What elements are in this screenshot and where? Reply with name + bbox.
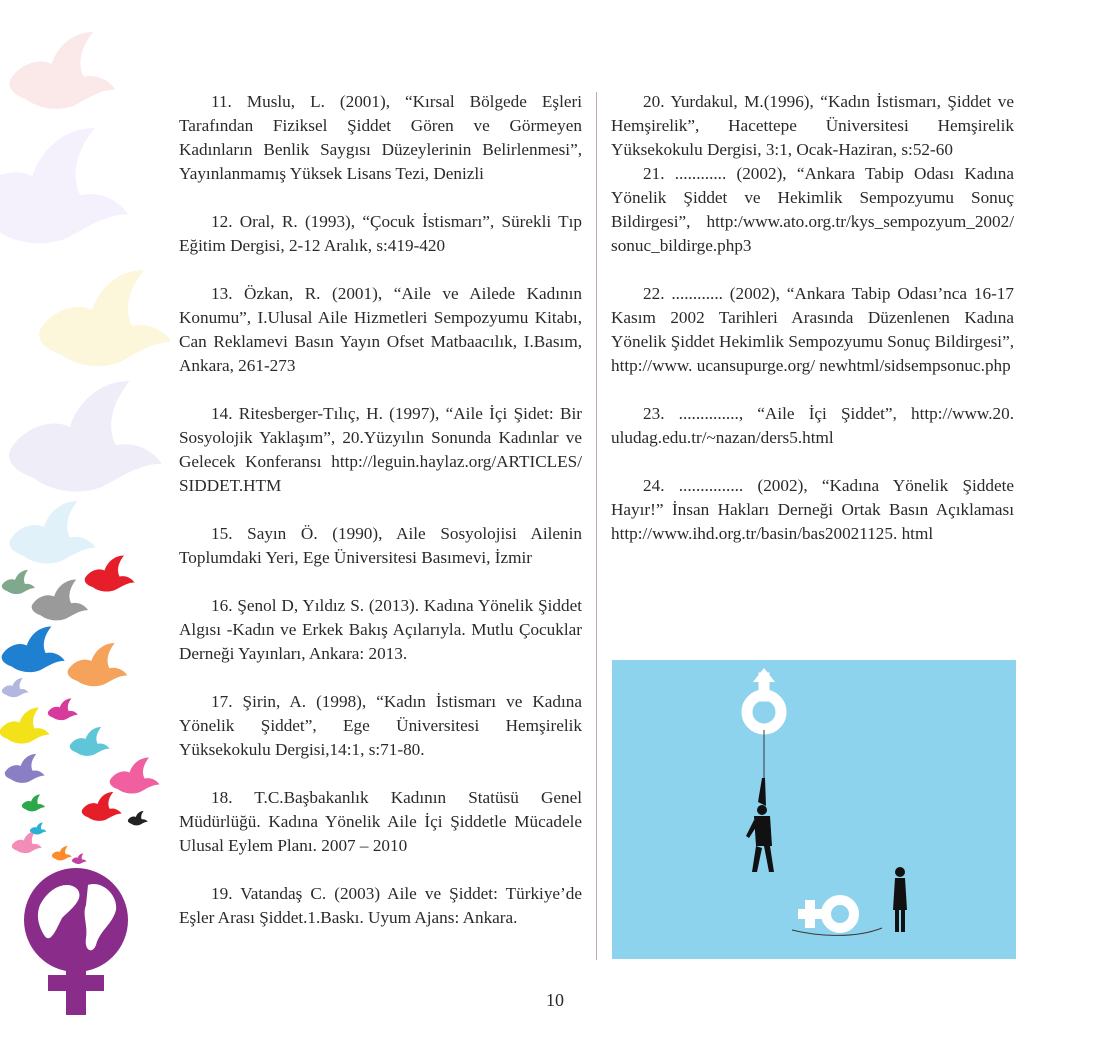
dove-icon xyxy=(12,832,42,854)
dove-icon xyxy=(9,381,162,492)
dove-decoration xyxy=(0,0,170,1054)
dove-icon xyxy=(2,570,35,594)
dove-icon xyxy=(32,580,88,621)
dove-icon xyxy=(0,708,49,744)
dove-icon xyxy=(52,846,72,860)
dove-icon xyxy=(0,128,128,243)
dove-icon xyxy=(30,823,47,835)
reference-entry: 17. Şirin, A. (1998), “Kadın İstismarı ve Kadına Yönelik Şiddet”, Ege Üniversitesi Hemşirelik Yüksekokulu Dergisi,14:1, s:71-80. xyxy=(179,692,582,759)
dove-icon xyxy=(72,853,87,864)
dove-icon xyxy=(9,501,95,564)
dove-icon xyxy=(128,811,148,825)
dove-icon xyxy=(2,678,29,697)
dove-icon xyxy=(48,699,78,721)
column-divider xyxy=(596,92,597,960)
female-symbol-icon xyxy=(798,900,854,928)
reference-entry: 20. Yurdakul, M.(1996), “Kadın İstismarı, Şiddet ve Hemşirelik”, Hacettepe Üniversitesi Hemşirelik Yüksekokulu Dergisi, 3:1, Ocak-Haziran, s:52-60 xyxy=(611,92,1014,159)
dove-icon xyxy=(39,270,170,366)
hanging-man-figure xyxy=(746,778,774,872)
reference-entry: 12. Oral, R. (1993), “Çocuk İstismarı”, Sürekli Tıp Eğitim Dergisi, 2-12 Aralık, s:419-420 xyxy=(179,212,582,255)
reference-entry: 19. Vatandaş C. (2003) Aile ve Şiddet: Türkiye’de Eşler Arası Şiddet.1.Baskı. Uyum Ajans: Ankara. xyxy=(179,884,582,927)
reference-entry: 21. ............ (2002), “Ankara Tabip Odası Kadına Yönelik Şiddet ve Hekimlik Sempozyumu Sonuç Bildirgesi”, http:/www.ato.org.tr/kys_sempozyum_2002/ sonuc_bildirge.php3 xyxy=(611,164,1014,255)
dove-icon xyxy=(70,727,110,756)
dove-icon xyxy=(2,627,65,673)
reference-entry: 24. ............... (2002), “Kadına Yönelik Şiddete Hayır!” İnsan Hakları Derneği Ortak Basın Açıklaması http://www.ihd.org.tr/basin/bas20021125. html xyxy=(611,476,1014,543)
dove-icon xyxy=(110,758,160,794)
reference-entry: 22. ............ (2002), “Ankara Tabip Odası’nca 16-17 Kasım 2002 Tarihleri Arasında Düzenlenen Kadına Yönelik Şiddet Hekimlik Sempozyumu Sonuç Bildirgesi”, http://www. ucansupurge.org/ newhtml/sidsempsonuc.php xyxy=(611,284,1014,375)
reference-entry: 16. Şenol D, Yıldız S. (2013). Kadına Yönelik Şiddet Algısı -Kadın ve Erkek Bakış Açılarıyla. Mutlu Çocuklar Derneği Yayınları, Ankara: 2013. xyxy=(179,596,582,663)
references-left-column xyxy=(179,90,582,954)
reference-entry: 13. Özkan, R. (2001), “Aile ve Ailede Kadının Konumu”, I.Ulusal Aile Hizmetleri Sempozyumu Kitabı, Can Reklamevi Basın Yayın Ofset Matbaacılık, I.Basım, Ankara, 261-273 xyxy=(179,284,582,375)
reference-entry: 14. Ritesberger-Tılıç, H. (1997), “Aile İçi Şidet: Bir Sosyolojik Yaklaşım”, 20.Yüzyılın Sonunda Kadınlar ve Gelecek Konferansı http://leguin.haylaz.org/ARTICLES/ SIDDET.HTM xyxy=(179,404,582,495)
dove-icon xyxy=(68,643,128,686)
reference-entry: 11. Muslu, L. (2001), “Kırsal Bölgede Eşleri Tarafından Fiziksel Şiddet Gören ve Görmeyen Kadınların Benlik Saygısı Düzeylerinin Belirlenmesi”, Yayınlanmamış Yüksek Lisans Tezi, Denizli xyxy=(179,92,582,183)
reference-entry: 18. T.C.Başbakanlık Kadının Statüsü Genel Müdürlüğü. Kadına Yönelik Aile İçi Şiddetle Mücadele Ulusal Eylem Planı. 2007 – 2010 xyxy=(179,788,582,855)
dove-icon xyxy=(5,754,45,783)
dove-icon xyxy=(82,792,122,821)
page-number: 10 xyxy=(546,990,564,1010)
reference-entry: 15. Sayın Ö. (1990), Aile Sosyolojisi Ailenin Toplumdaki Yeri, Ege Üniversitesi Basımevi, İzmir xyxy=(179,524,582,567)
dove-icon xyxy=(22,795,45,812)
illustration-svg xyxy=(612,660,1016,959)
male-symbol-icon xyxy=(747,678,781,729)
references-right-column xyxy=(611,90,1014,570)
reference-entry: 23. .............., “Aile İçi Şiddet”, http://www.20. uludag.edu.tr/~nazan/ders5.html xyxy=(611,404,1014,447)
gender-symbols-illustration xyxy=(612,660,1016,959)
standing-woman-figure xyxy=(893,867,907,932)
dove-icon xyxy=(85,556,135,592)
dove-icon xyxy=(9,32,115,109)
